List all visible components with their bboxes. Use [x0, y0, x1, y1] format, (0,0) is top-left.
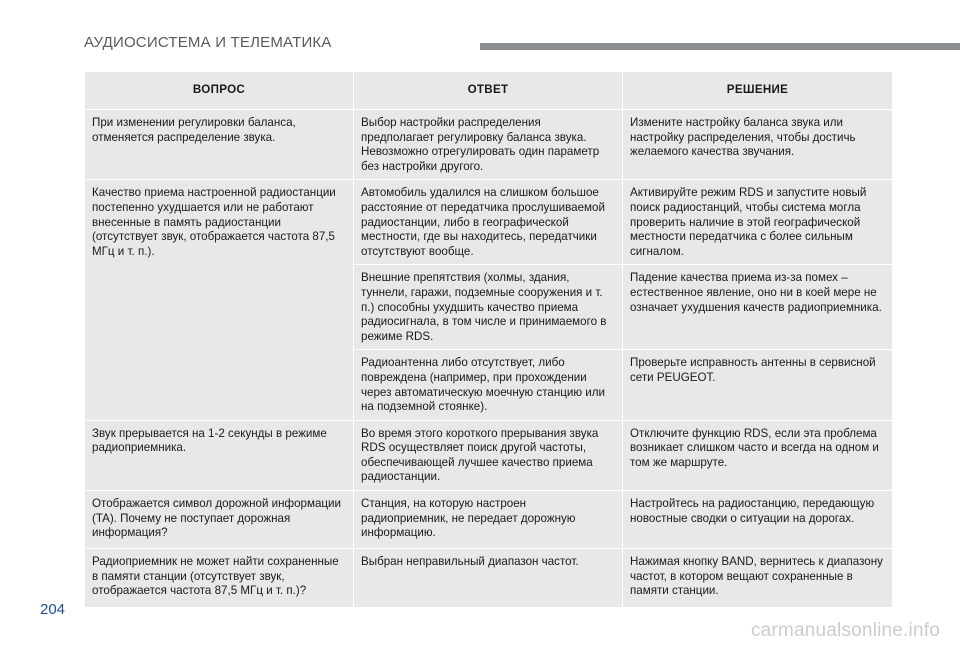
table-row — [85, 491, 893, 549]
solution-cell: Активируйте режим RDS и запустите новый поиск радиостанций, чтобы система могла проверить наличие в этой географической местности передатчика с более сильным сигналом. — [623, 180, 893, 265]
table-row — [85, 549, 893, 608]
answer-cell: Автомобиль удалился на слишком большое расстояние от передатчика прослушиваемой радиостанции, либо в географической местности, где вы находитесь, передатчики отсутствуют вообще. — [354, 180, 623, 265]
section-title: АУДИОСИСТЕМА И ТЕЛЕМАТИКА — [84, 34, 332, 51]
question-cell: Отображается символ дорожной информации (TA). Почему не поступает дорожная информация? — [85, 491, 354, 549]
solution-cell: Нажимая кнопку BAND, вернитесь к диапазону частот, в котором вещают сохраненные в памяти станции. — [623, 549, 893, 608]
answer-cell: Станция, на которую настроен радиоприемник, не передает дорожную информацию. — [354, 491, 623, 549]
question-cell: При изменении регулировки баланса, отменяется распределение звука. — [85, 110, 354, 180]
answer-cell: Выбор настройки распределения предполагает регулировку баланса звука. Невозможно отрегулировать один параметр без настройки другого. — [354, 110, 623, 180]
solution-cell: Настройтесь на радиостанцию, передающую новостные сводки о ситуации на дорогах. — [623, 491, 893, 549]
table-row — [85, 420, 893, 490]
question-cell: Качество приема настроенной радиостанции постепенно ухудшается или не работают внесенные в память радиостанции (отсутствует звук, отображается частота 87,5 МГц и т. п.). — [85, 180, 354, 420]
solution-cell: Падение качества приема из-за помех – естественное явление, оно ни в коей мере не означает ухудшения качеств радиоприемника. — [623, 265, 893, 350]
solution-cell: Отключите функцию RDS, если эта проблема возникает слишком часто и всегда на одном и том же маршруте. — [623, 420, 893, 490]
column-header-question: ВОПРОС — [85, 72, 354, 110]
question-cell: Радиоприемник не может найти сохраненные в памяти станции (отсутствует звук, отображается частота 87,5 МГц и т. п.)? — [85, 549, 354, 608]
troubleshooting-table — [84, 71, 893, 608]
column-header-solution: РЕШЕНИЕ — [623, 72, 893, 110]
question-cell: Звук прерывается на 1-2 секунды в режиме радиоприемника. — [85, 420, 354, 490]
answer-cell: Выбран неправильный диапазон частот. — [354, 549, 623, 608]
page-number: 204 — [40, 601, 66, 618]
header-divider-bar — [480, 43, 960, 50]
answer-cell: Во время этого короткого прерывания звука RDS осуществляет поиск другой частоты, обеспечивающей лучшее качество приема радиостанции. — [354, 420, 623, 490]
solution-cell: Проверьте исправность антенны в сервисной сети PEUGEOT. — [623, 350, 893, 420]
watermark: carmanualsonline.info — [750, 620, 940, 641]
solution-cell: Измените настройку баланса звука или настройку распределения, чтобы достичь желаемого качества звучания. — [623, 110, 893, 180]
answer-cell: Радиоантенна либо отсутствует, либо повреждена (например, при прохождении через автоматическую моечную станцию или на подземной стоянке). — [354, 350, 623, 420]
table-row — [85, 110, 893, 180]
column-header-answer: ОТВЕТ — [354, 72, 623, 110]
table-row — [85, 180, 893, 265]
table-header-row — [85, 72, 893, 110]
answer-cell: Внешние препятствия (холмы, здания, туннели, гаражи, подземные сооружения и т. п.) способны ухудшить качество приема радиосигнала, в том числе и принимаемого в режиме RDS. — [354, 265, 623, 350]
